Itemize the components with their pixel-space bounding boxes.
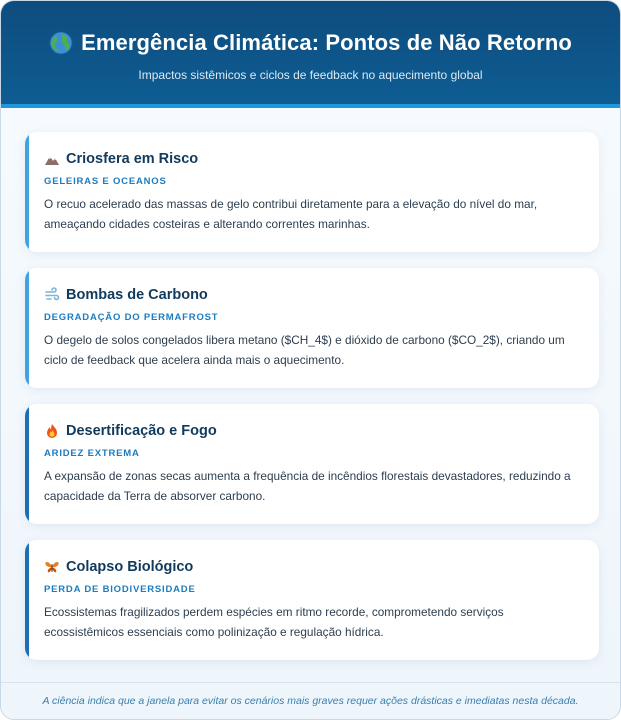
card-criosfera <box>25 132 599 252</box>
page-title: Emergência Climática: Pontos de Não Retorno <box>81 30 572 55</box>
cards-list <box>25 132 599 676</box>
card-tag: ARIDEZ EXTREMA <box>44 448 140 459</box>
card-title: Criosfera em Risco <box>66 151 199 167</box>
card-title-row <box>44 422 583 440</box>
card-text: Ecossistemas fragilizados perdem espécies em ritmo recorde, comprometendo serviços ecossistêmicos essenciais como polinização e regulação hídrica. <box>44 605 504 639</box>
card-title: Bombas de Carbono <box>66 287 208 303</box>
card-tag: GELEIRAS E OCEANOS <box>44 176 167 187</box>
card-title-row <box>44 286 583 304</box>
card-tag: DEGRADAÇÃO DO PERMAFROST <box>44 312 219 323</box>
card-title: Colapso Biológico <box>66 559 194 575</box>
butterfly-icon <box>44 559 60 575</box>
page-subtitle: Impactos sistêmicos e ciclos de feedback no aquecimento global <box>138 68 483 82</box>
title-row <box>1 1 620 56</box>
mountain-icon <box>44 151 60 167</box>
wind-icon <box>44 287 60 303</box>
card-text: A expansão de zonas secas aumenta a frequência de incêndios florestais devastadores, reduzindo a capacidade da Terra de absorver carbono. <box>44 469 571 503</box>
card-colapso <box>25 540 599 660</box>
card-text: O recuo acelerado das massas de gelo contribui diretamente para a elevação do nível do mar, ameaçando cidades costeiras e alterando correntes marinhas. <box>44 197 538 231</box>
fire-icon <box>44 423 60 439</box>
card-tag: PERDA DE BIODIVERSIDADE <box>44 584 196 595</box>
card-text: O degelo de solos congelados libera metano ($CH_4$) e dióxido de carbono ($CO_2$), criando um ciclo de feedback que acelera ainda mais o aquecimento. <box>44 333 565 367</box>
globe-icon <box>49 31 73 55</box>
card-desertificacao <box>25 404 599 524</box>
footer-note: A ciência indica que a janela para evitar os cenários mais graves requer ações drásticas e imediatas nesta década. <box>1 682 620 719</box>
card-title-row <box>44 150 583 168</box>
card-title-row <box>44 558 583 576</box>
card-carbono <box>25 268 599 388</box>
card-title: Desertificação e Fogo <box>66 423 217 439</box>
header-banner <box>1 1 620 108</box>
